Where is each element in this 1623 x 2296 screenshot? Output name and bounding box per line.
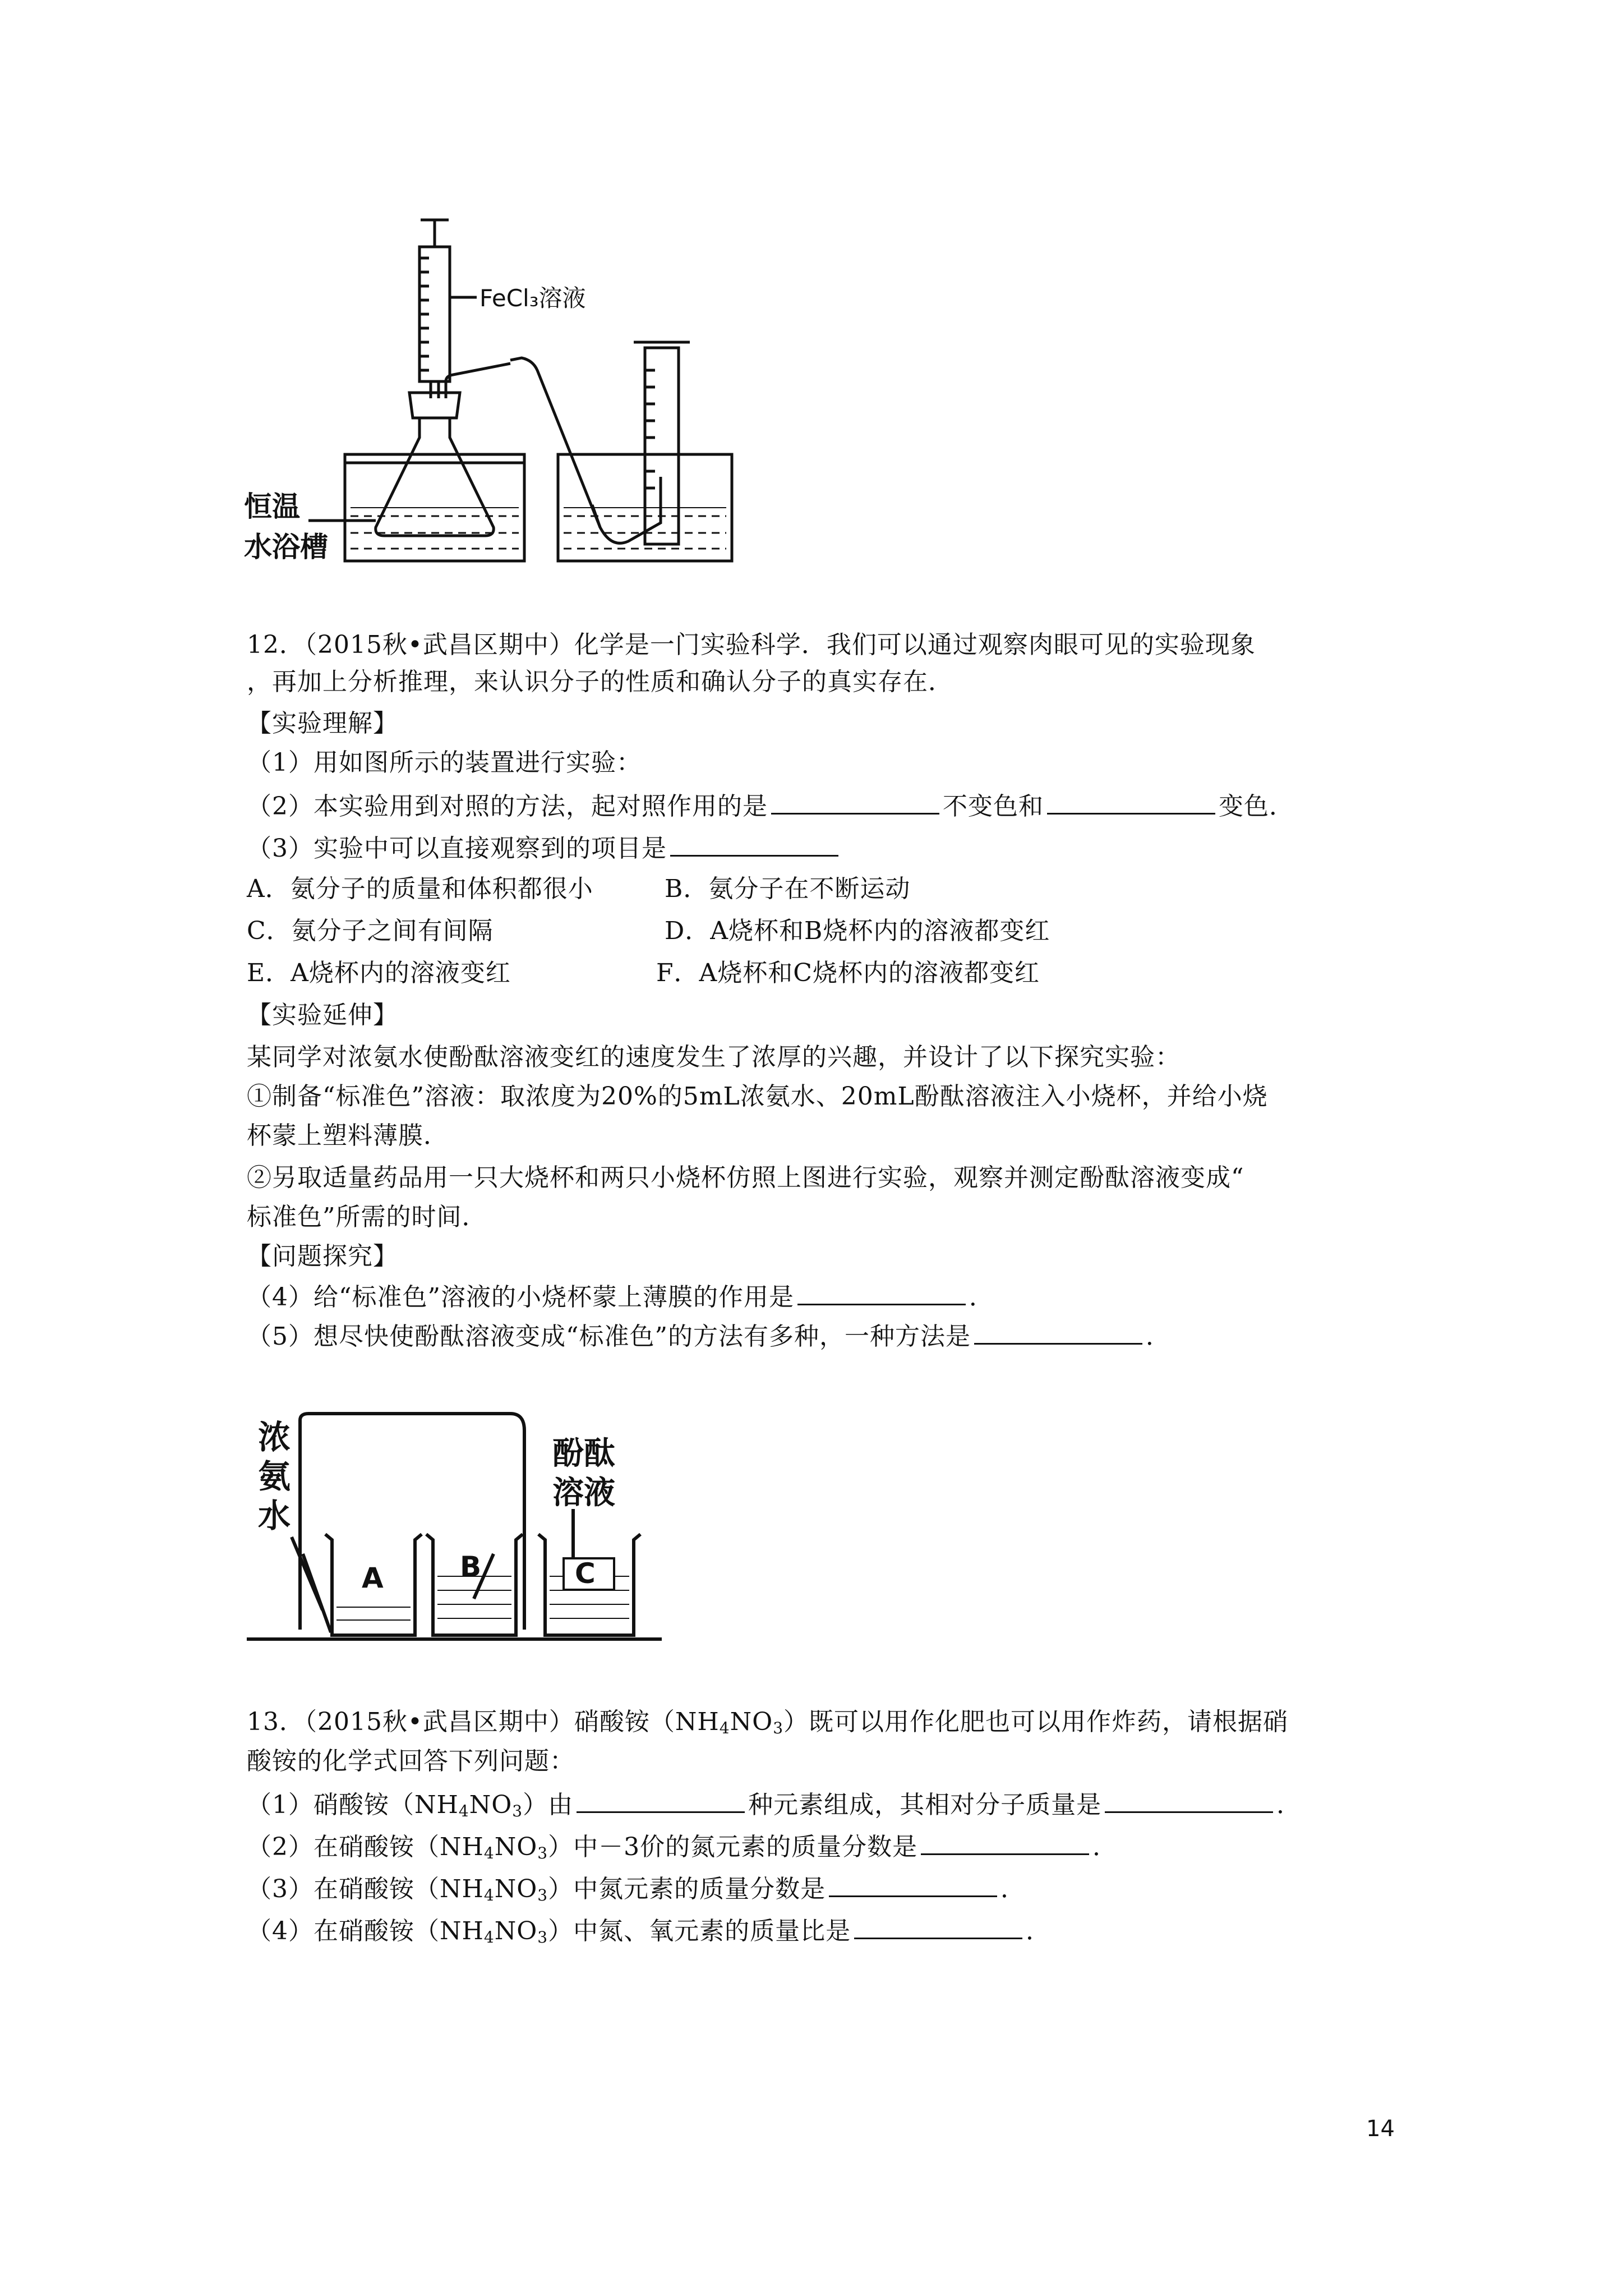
answer-blank[interactable] xyxy=(670,830,838,857)
bath-label-line1: 恒温 xyxy=(244,490,300,523)
answer-blank[interactable] xyxy=(974,1318,1142,1345)
q13-item-4: （4）在硝酸铵$(NH_4NO_3)$中氮、氧元素的质量比是 ． xyxy=(247,1913,1051,1954)
q12-intro-line2: ，再加上分析推理，来认识分子的性质和确认分子的真实存在． xyxy=(247,668,953,696)
q12-item-2: （2）本实验用到对照的方法，起对照作用的是 不变色和 变色． xyxy=(247,788,1294,823)
extension-line1: 某同学对浓氨水使酚酞溶液变红的速度发生了浓厚的兴趣，并设计了以下探究实验： xyxy=(247,1043,1181,1071)
label-concentrated-ammonia-3: 水 xyxy=(258,1497,291,1535)
answer-blank[interactable] xyxy=(829,1871,997,1897)
apparatus-figure-2 xyxy=(247,1408,662,1649)
label-phenolphthalein-1: 酚酞 xyxy=(552,1435,615,1472)
answer-blank[interactable] xyxy=(797,1279,966,1305)
q13-item-3: （3）在硝酸铵$(NH_4NO_3)$中氮元素的质量分数是 ． xyxy=(247,1871,1026,1912)
beaker-b-label: B xyxy=(460,1550,482,1583)
q12-item-4: （4）给“标准色”溶液的小烧杯蒙上薄膜的作用是 ． xyxy=(247,1279,994,1314)
label-phenolphthalein-2: 溶液 xyxy=(552,1475,615,1511)
q12-intro-line1: 12．（2015秋•武昌区期中）化学是一门实验科学．我们可以通过观察肉眼可见的实验现象 xyxy=(247,631,1256,659)
option-d: D．A烧杯和B烧杯内的溶液都变红 xyxy=(665,917,1050,945)
option-c: C．氨分子之间有间隔 xyxy=(247,917,494,945)
section-problem-inquiry: 【问题探究】 xyxy=(247,1242,398,1271)
beaker-a-label: A xyxy=(362,1562,384,1594)
section-experiment-understanding: 【实验理解】 xyxy=(247,709,398,738)
answer-blank[interactable] xyxy=(854,1913,1022,1939)
option-a: A．氨分子的质量和体积都很小 xyxy=(247,875,593,903)
extension-line3: 杯蒙上塑料薄膜． xyxy=(247,1121,449,1150)
answer-blank[interactable] xyxy=(771,788,939,815)
q13-item-1: （1）硝酸铵$(NH_4NO_3)$由 种元素组成，其相对分子质量是 ． xyxy=(247,1787,1302,1828)
syringe-label: FeCl₃溶液 xyxy=(479,284,586,312)
q13-item-2: （2）在硝酸铵$(NH_4NO_3)$中－3价的氮元素的质量分数是 ． xyxy=(247,1829,1118,1870)
answer-blank[interactable] xyxy=(921,1829,1089,1855)
extension-line4: ②另取适量药品用一只大烧杯和两只小烧杯仿照上图进行实验，观察并测定酚酞溶液变成“ xyxy=(247,1163,1244,1192)
q13-intro-line1: 13．（2015秋•武昌区期中）硝酸铵$(NH_4NO_3)$既可以用作化肥也可以用作炸药，请根据硝 xyxy=(247,1708,1289,1737)
beaker-c-label: C xyxy=(575,1557,596,1590)
answer-blank[interactable] xyxy=(1047,788,1215,815)
answer-blank[interactable] xyxy=(1105,1787,1273,1813)
label-concentrated-ammonia-2: 氨 xyxy=(258,1457,291,1496)
page-number: 14 xyxy=(1366,2116,1395,2142)
extension-line2: ①制备“标准色”溶液：取浓度为20%的5mL浓氨水、20mL酚酞溶液注入小烧杯，并给小烧 xyxy=(247,1082,1268,1111)
section-experiment-extension: 【实验延伸】 xyxy=(247,1001,398,1029)
q12-item-5: （5）想尽快使酚酞溶液变成“标准色”的方法有多种，一种方法是 ． xyxy=(247,1318,1171,1354)
option-f: F．A烧杯和C烧杯内的溶液都变红 xyxy=(656,959,1040,987)
q13-intro-line2: 酸铵的化学式回答下列问题： xyxy=(247,1747,575,1775)
q12-item-1: （1）用如图所示的装置进行实验： xyxy=(247,748,642,777)
bath-label-line2: 水浴槽 xyxy=(244,531,328,563)
extension-line5: 标准色”所需的时间． xyxy=(247,1203,487,1231)
apparatus-figure-1 xyxy=(241,213,780,572)
answer-blank[interactable] xyxy=(577,1787,745,1813)
q12-item-3: （3）实验中可以直接观察到的项目是 xyxy=(247,830,842,866)
option-b: B．氨分子在不断运动 xyxy=(665,875,911,903)
label-concentrated-ammonia-1: 浓 xyxy=(258,1418,291,1456)
option-e: E．A烧杯内的溶液变红 xyxy=(247,959,511,987)
